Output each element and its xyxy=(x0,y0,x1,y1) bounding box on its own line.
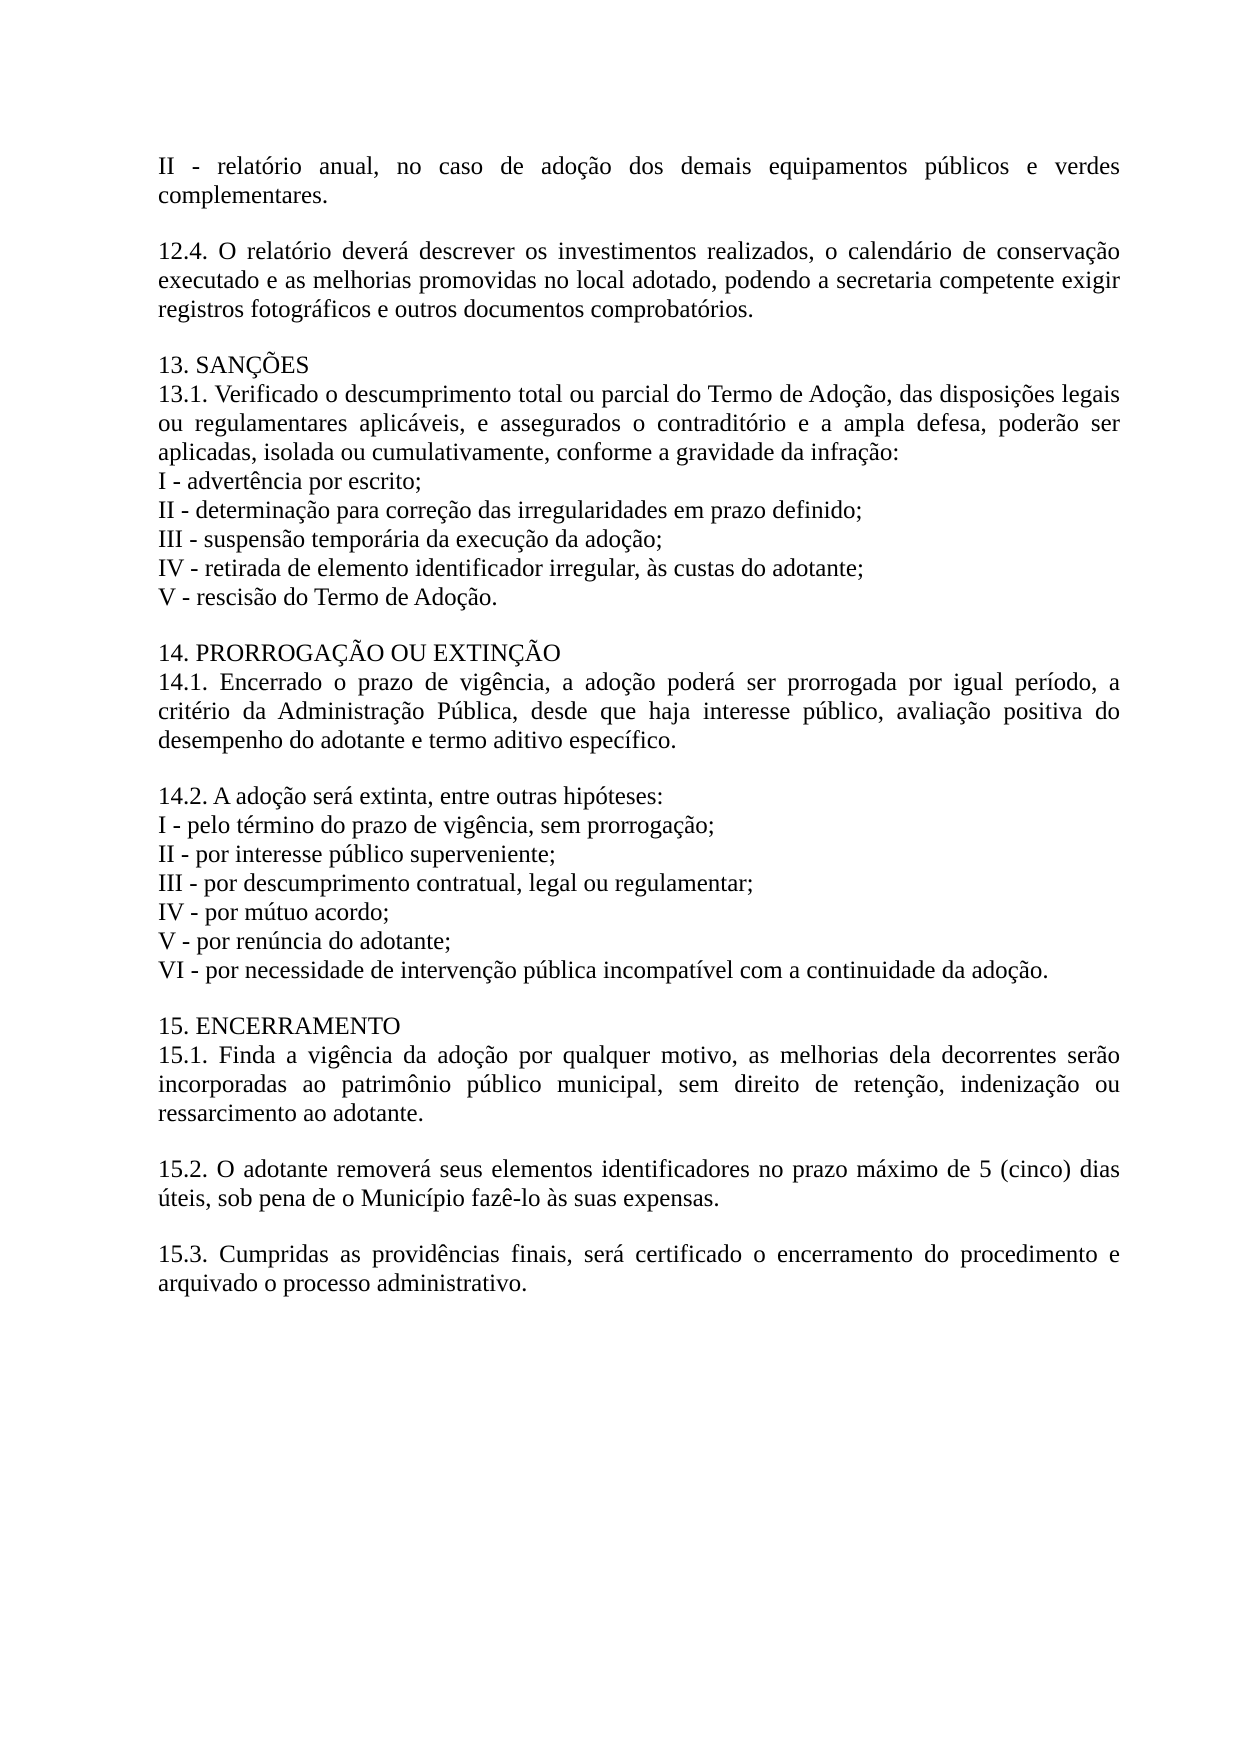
paragraph-13-1: 13.1. Verificado o descumprimento total ou parcial do Termo de Adoção, das disposições legais ou regulamentares aplicáveis, e assegurados o contraditório e a ampla defesa, poderão ser aplicadas, isolada ou cumulativamente, conforme a gravidade da infração: xyxy=(158,381,1120,466)
list-item-13-iii: III - suspensão temporária da execução da adoção; xyxy=(158,526,663,553)
paragraph-15-3: 15.3. Cumpridas as providências finais, será certificado o encerramento do procedimento e arquivado o processo administrativo. xyxy=(158,1241,1120,1297)
heading-15-encerramento: 15. ENCERRAMENTO xyxy=(158,1013,401,1040)
list-item-14-v: V - por renúncia do adotante; xyxy=(158,928,452,955)
list-item-13-i: I - advertência por escrito; xyxy=(158,468,422,495)
paragraph-ii-relatorio-anual: II - relatório anual, no caso de adoção dos demais equipamentos públicos e verdes complementares. xyxy=(158,153,1120,209)
paragraph-12-4: 12.4. O relatório deverá descrever os investimentos realizados, o calendário de conservação executado e as melhorias promovidas no local adotado, podendo a secretaria competente exigir registros fotográficos e outros documentos comprobatórios. xyxy=(158,238,1120,323)
heading-13-sancoes: 13. SANÇÕES xyxy=(158,352,310,379)
document-text-block xyxy=(158,152,1120,1298)
list-item-14-vi: VI - por necessidade de intervenção pública incompatível com a continuidade da adoção. xyxy=(158,957,1049,984)
list-item-14-iii: III - por descumprimento contratual, legal ou regulamentar; xyxy=(158,870,754,897)
list-item-14-ii: II - por interesse público superveniente; xyxy=(158,841,556,868)
heading-14-prorrogacao-ou-extincao: 14. PRORROGAÇÃO OU EXTINÇÃO xyxy=(158,640,561,667)
list-item-14-iv: IV - por mútuo acordo; xyxy=(158,899,390,926)
paragraph-14-1: 14.1. Encerrado o prazo de vigência, a adoção poderá ser prorrogada por igual período, a critério da Administração Pública, desde que haja interesse público, avaliação positiva do desempenho do adotante e termo aditivo específico. xyxy=(158,669,1120,754)
paragraph-15-1: 15.1. Finda a vigência da adoção por qualquer motivo, as melhorias dela decorrentes serão incorporadas ao patrimônio público municipal, sem direito de retenção, indenização ou ressarcimento ao adotante. xyxy=(158,1042,1120,1127)
list-item-13-v: V - rescisão do Termo de Adoção. xyxy=(158,584,498,611)
list-item-13-ii: II - determinação para correção das irregularidades em prazo definido; xyxy=(158,497,863,524)
paragraph-15-2: 15.2. O adotante removerá seus elementos identificadores no prazo máximo de 5 (cinco) dias úteis, sob pena de o Município fazê-lo às suas expensas. xyxy=(158,1156,1120,1212)
list-item-14-i: I - pelo término do prazo de vigência, sem prorrogação; xyxy=(158,812,715,839)
list-item-13-iv: IV - retirada de elemento identificador irregular, às custas do adotante; xyxy=(158,555,864,582)
paragraph-14-2: 14.2. A adoção será extinta, entre outras hipóteses: xyxy=(158,783,664,810)
